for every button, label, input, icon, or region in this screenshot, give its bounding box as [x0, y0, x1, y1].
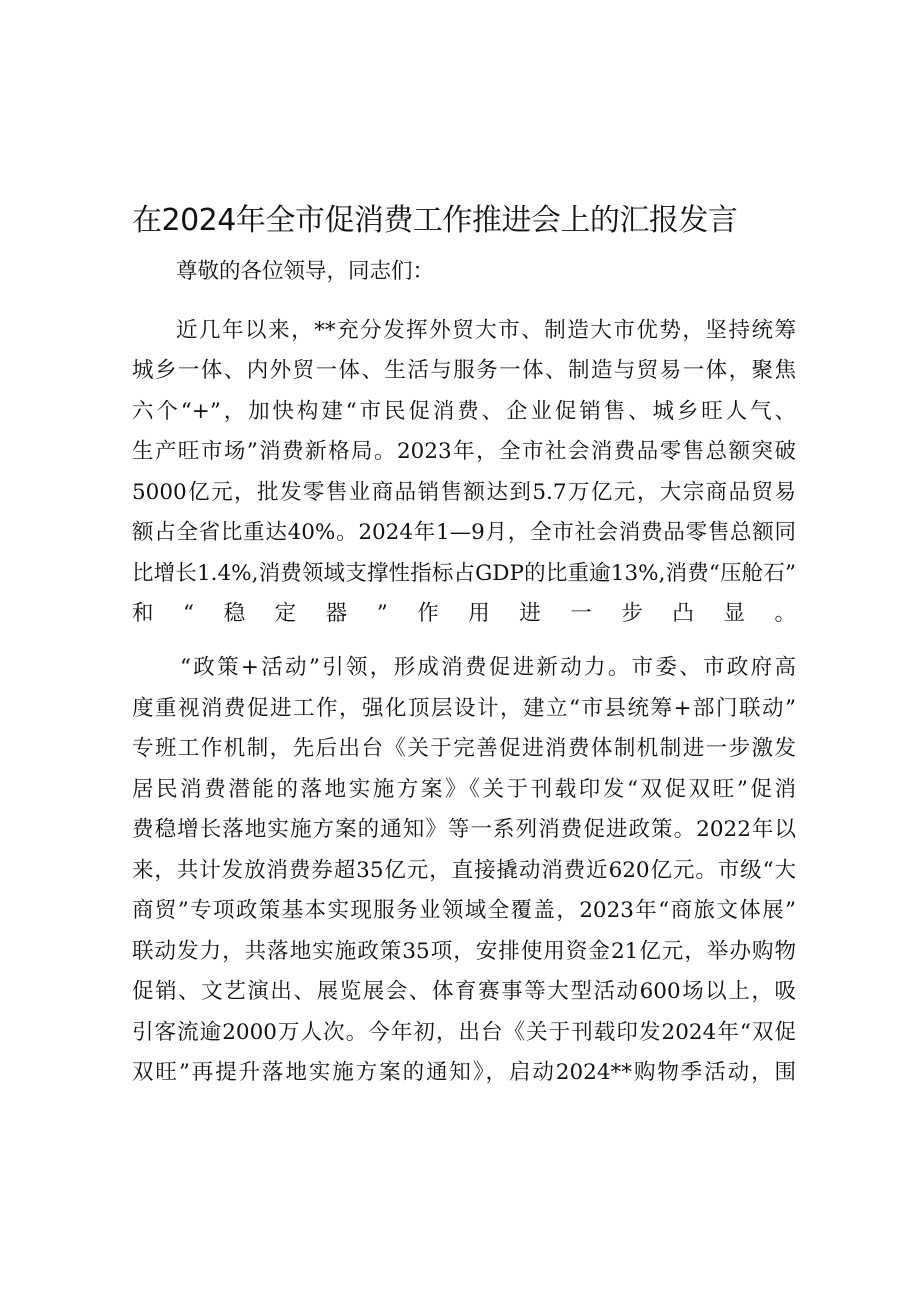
paragraph-line: 生产旺市场”消费新格局。2023年，全市社会消费品零售总额突破	[132, 439, 796, 464]
paragraph-line: 居民消费潜能的落地实施方案》《关于刊载印发“双促双旺”促消	[132, 777, 796, 802]
paragraph-line: 额占全省比重达40%。2024年1—9月，全市社会消费品零售总额同	[132, 520, 796, 545]
paragraph-line: 和“稳定器”作用进一步凸显。	[132, 601, 796, 626]
paragraph-line: 商贸”专项政策基本实现服务业领域全覆盖，2023年“商旅文体展”	[132, 898, 796, 923]
paragraph-line: 引客流逾2000万人次。今年初，出台《关于刊载印发2024年“双促	[132, 1020, 796, 1045]
paragraph-line: 近几年以来，**充分发挥外贸大市、制造大市优势，坚持统筹	[176, 318, 796, 343]
paragraph-line: 促销、文艺演出、展览展会、体育赛事等大型活动600场以上，吸	[132, 979, 796, 1004]
paragraph-line: 专班工作机制，先后出台《关于完善促进消费体制机制进一步激发	[132, 736, 796, 761]
paragraph-line: 度重视消费促进工作，强化顶层设计，建立“市县统筹+部门联动”	[132, 696, 796, 721]
paragraph-line: 六个“+”，加快构建“市民促消费、企业促销售、城乡旺人气、	[132, 399, 796, 424]
paragraph-line: 城乡一体、内外贸一体、生活与服务一体、制造与贸易一体，聚焦	[132, 358, 796, 383]
paragraph-line: 双旺”再提升落地实施方案的通知》，启动2024**购物季活动，围	[132, 1060, 796, 1085]
paragraph-line: 费稳增长落地实施方案的通知》等一系列消费促进政策。2022年以	[132, 817, 796, 842]
paragraph-line: 来，共计发放消费券超35亿元，直接撬动消费近620亿元。市级“大	[132, 858, 796, 883]
paragraph-line: 比增长1.4%,消费领域支撑性指标占GDP的比重逾13%,消费“压舱石”	[132, 561, 796, 586]
document-title: 在2024年全市促消费工作推进会上的汇报发言	[132, 203, 738, 238]
paragraph-line: 5000亿元，批发零售业商品销售额达到5.7万亿元，大宗商品贸易	[132, 480, 796, 505]
paragraph-line: “政策+活动”引领，形成消费促进新动力。市委、市政府高	[180, 655, 796, 680]
paragraph-line: 联动发力，共落地实施政策35项，安排使用资金21亿元，举办购物	[132, 939, 796, 964]
salutation: 尊敬的各位领导，同志们：	[176, 259, 435, 284]
